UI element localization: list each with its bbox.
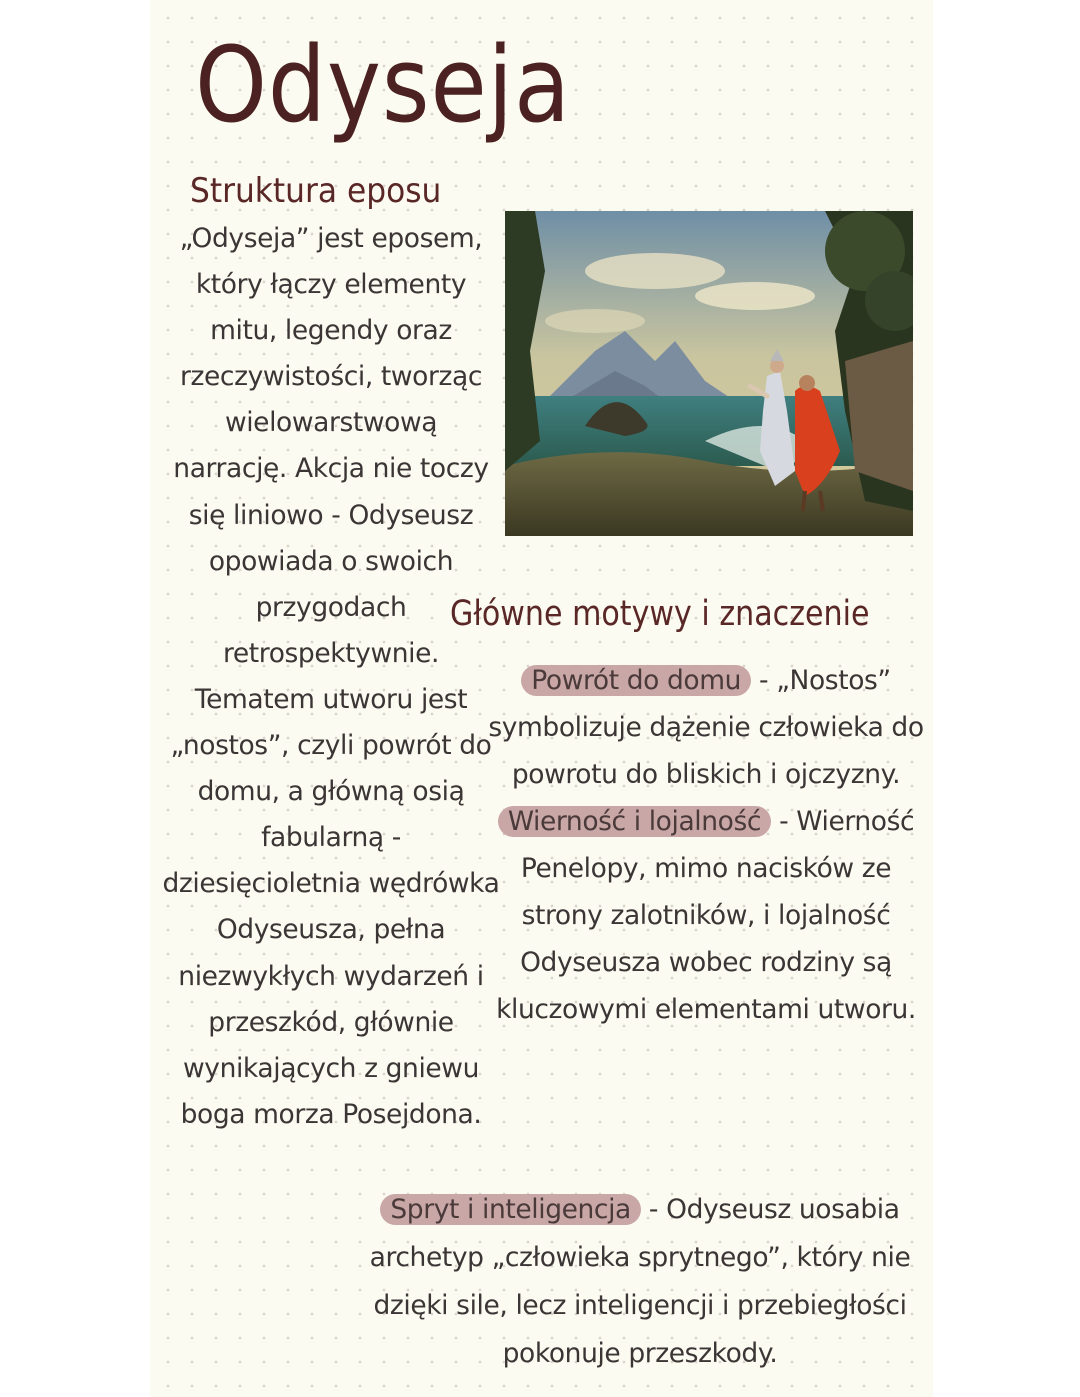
motifs-list [486,657,926,1033]
structure-heading: Struktura eposu [190,171,442,211]
text-line: mitu, legendy oraz [210,315,452,347]
text-line: który łączy elementy [195,269,467,301]
text-line: wynikających z gniewu [183,1052,479,1084]
motif-text: - „Nostos” symbolizuje dążenie człowieka do powrotu do bliskich i ojczyzny. [488,665,924,790]
text-line: Odyseusza, pełna [216,914,446,946]
text-line: rzeczywistości, tworząc [180,361,482,393]
text-line: „nostos”, czyli powrót do [170,730,492,762]
text-line: wielowarstwową [224,407,438,439]
motif-item [486,657,926,798]
motif-item-bottom [350,1186,930,1378]
text-line: Tematem utworu jest [194,683,468,715]
text-line: narrację. Akcja nie toczy [173,453,489,485]
motif-label: Spryt i inteligencja [380,1194,641,1225]
page-title: Odyseja [195,24,571,146]
motifs-heading: Główne motywy i znaczenie [450,594,870,634]
text-line: fabularną - [261,822,401,854]
text-line: boga morza Posejdona. [180,1098,482,1130]
motif-label: Powrót do domu [521,665,751,696]
text-line: niezwykłych wydarzeń i [178,960,484,992]
motif-label: Wierność i lojalność [498,806,771,837]
text-line: opowiada o swoich [208,545,454,577]
text-line: retrospektywnie. [222,637,440,669]
text-line: „Odyseja” jest eposem, [179,223,483,254]
motif-item [486,798,926,1033]
text-line: dziesięcioletnia wędrówka [162,868,500,900]
text-line: przeszkód, głównie [208,1006,454,1038]
painting-image [505,211,913,536]
text-line: przygodach [255,591,407,623]
motif-text: - Odyseusz uosabia archetyp „człowieka sprytnego”, który nie dzięki sile, lecz inteligencji i przebiegłości pokonuje przeszkody. [369,1194,911,1369]
text-line: domu, a główną osią [197,776,465,808]
text-line: się liniowo - Odyseusz [188,499,474,531]
motif-text: - Wierność Penelopy, mimo nacisków ze strony zalotników, i lojalność Odyseusza wobec rodziny są kluczowymi elementami utworu. [496,806,916,1025]
structure-text [150,216,512,1138]
